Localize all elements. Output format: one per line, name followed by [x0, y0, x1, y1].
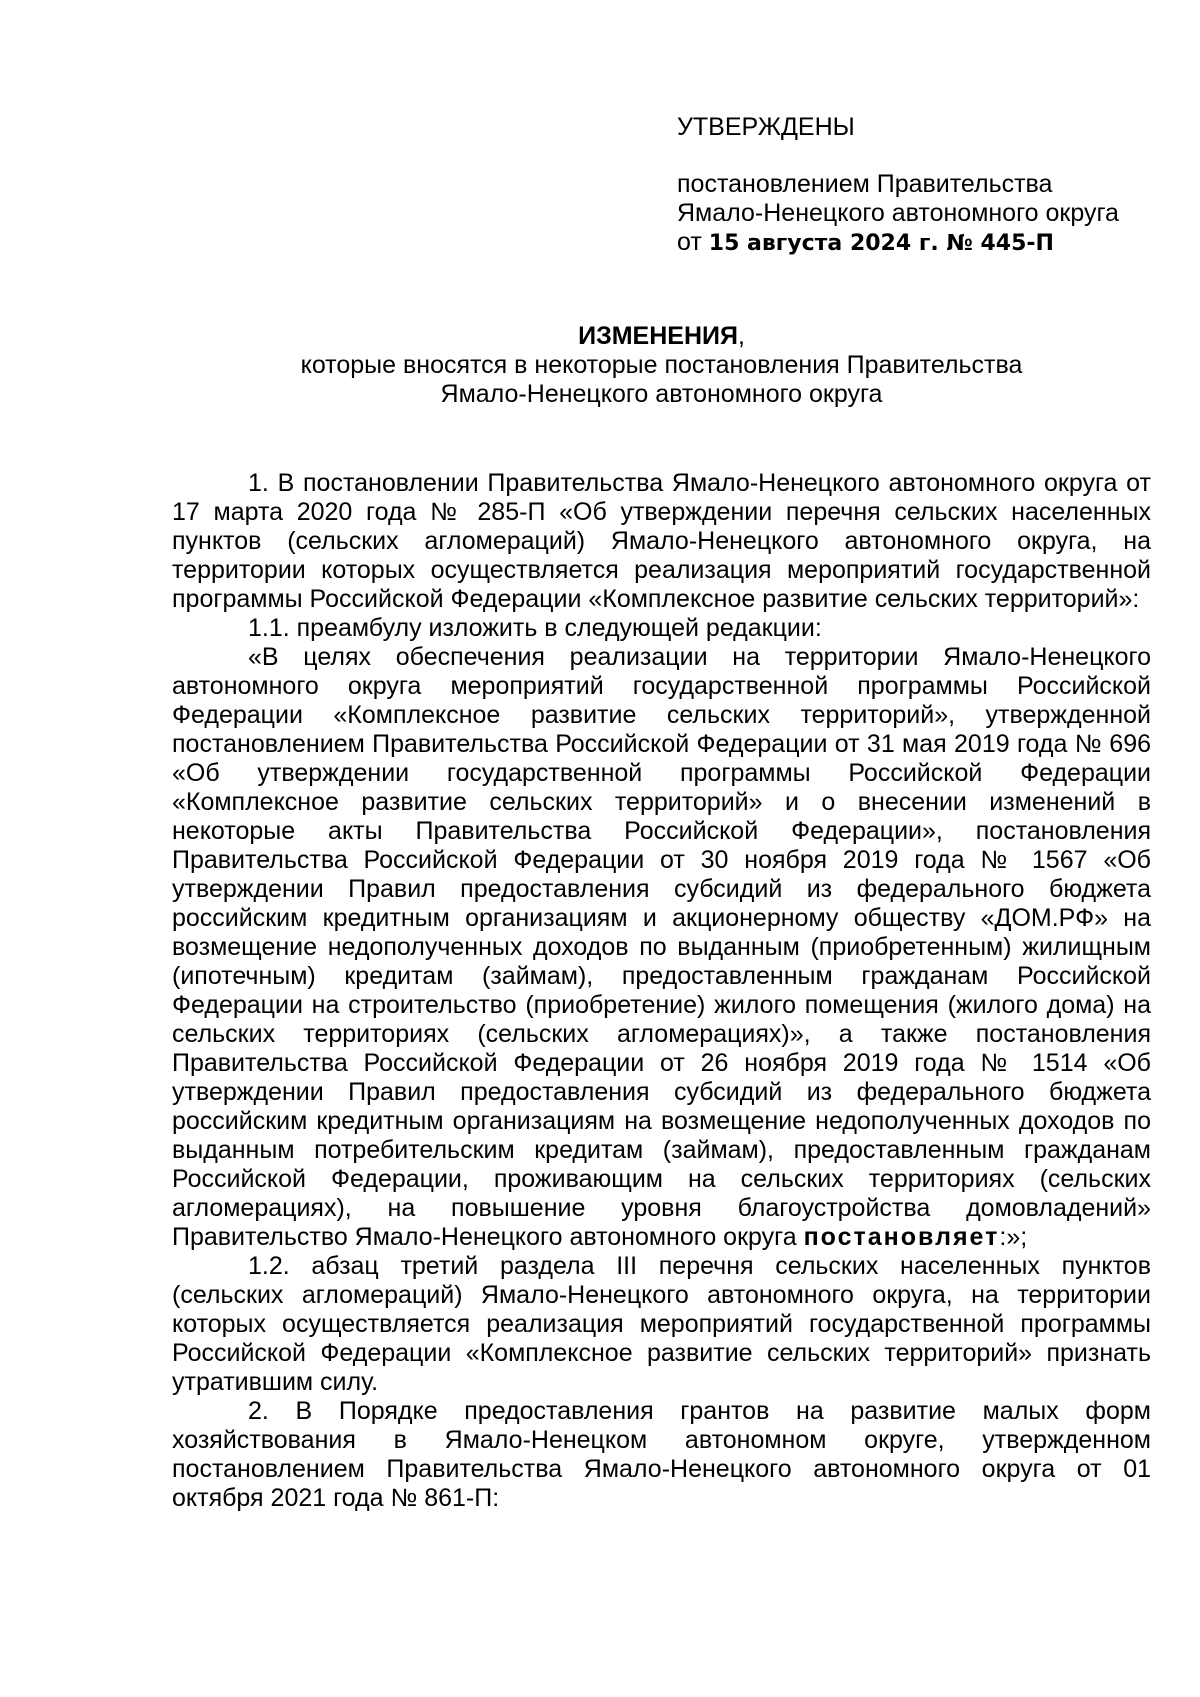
- paragraph-1: 1. В постановлении Правительства Ямало-Ненецкого автономного округа от 17 марта 2020 года № 285-П «Об утверждении перечня сельских населенных пунктов (сельских агломераций) Ямало-Ненецкого автономного округа, на территории которых осуществляется реализация мероприятий государственной программы Российской Федерации «Комплексное развитие сельских территорий»:: [172, 469, 1151, 613]
- document-header: [172, 322, 1151, 409]
- preamble-ending: :»;: [999, 1223, 1028, 1251]
- paragraph-preamble: [172, 643, 1151, 1252]
- document-title-suffix: ,: [737, 322, 745, 350]
- preamble-keyword: постановляет: [803, 1223, 1000, 1251]
- preamble-text: «В целях обеспечения реализации на территории Ямало-Ненецкого автономного округа мероприятий государственной программы Российской Федерации «Комплексное развитие сельских территорий», утвержденной постановлением Правительства Российской Федерации от 31 мая 2019 года № 696 «Об утверждении государственной программы Российской Федерации «Комплексное развитие сельских территорий» и о внесении изменений в некоторые акты Правительства Российской Федерации», постановления Правительства Российской Федерации от 30 ноября 2019 года № 1567 «Об утверждении Правил предоставления субсидий из федерального бюджета российским кредитным организациям и акционерному обществу «ДОМ.РФ» на возмещение недополученных доходов по выданным (приобретенным) жилищным (ипотечным) кредитам (займам), предоставленным гражданам Российской Федерации на строительство (приобретение) жилого помещения (жилого дома) на сельских территориях (сельских агломерациях)», а также постановления Правительства Российской Федерации от 26 ноября 2019 года № 1514 «Об утверждении Правил предоставления субсидий из федерального бюджета российским кредитным организациям на возмещение недополученных доходов по выданным потребительским кредитам (займам), предоставленным гражданам Российской Федерации, проживающим на сельских территориях (сельских агломерациях), на повышение уровня благоустройства домовладений» Правительство Ямало-Ненецкого автономного округа: [172, 643, 1151, 1251]
- document-title: [172, 322, 1151, 351]
- document-subtitle-line-2: Ямало-Ненецкого автономного округа: [440, 380, 883, 408]
- document-body: [172, 469, 1151, 1513]
- approval-date-line: [677, 228, 1157, 258]
- approval-heading: УТВЕРЖДЕНЫ: [677, 113, 855, 141]
- approval-block: [677, 113, 1157, 258]
- paragraph-1-2: 1.2. абзац третий раздела III перечня сельских населенных пунктов (сельских агломераций) Ямало-Ненецкого автономного округа, на территории которых осуществляется реализация мероприятий государственной программы Российской Федерации «Комплексное развитие сельских территорий» признать утратившим силу.: [172, 1252, 1151, 1396]
- document-title-text: ИЗМЕНЕНИЯ: [578, 322, 738, 350]
- approval-line-2: Ямало-Ненецкого автономного округа: [677, 199, 1119, 227]
- document-subtitle-line-1: которые вносятся в некоторые постановления Правительства: [300, 351, 1023, 379]
- approval-date-prefix: от: [677, 228, 702, 256]
- paragraph-2: 2. В Порядке предоставления грантов на развитие малых форм хозяйствования в Ямало-Ненецком автономном округе, утвержденном постановлением Правительства Ямало-Ненецкого автономного округа от 01 октября 2021 года № 861-П:: [172, 1397, 1151, 1512]
- approval-line-1: постановлением Правительства: [677, 170, 1053, 198]
- paragraph-1-1: 1.1. преамбулу изложить в следующей редакции:: [248, 614, 822, 642]
- approval-date-number: 15 августа 2024 г. № 445-П: [708, 231, 1054, 256]
